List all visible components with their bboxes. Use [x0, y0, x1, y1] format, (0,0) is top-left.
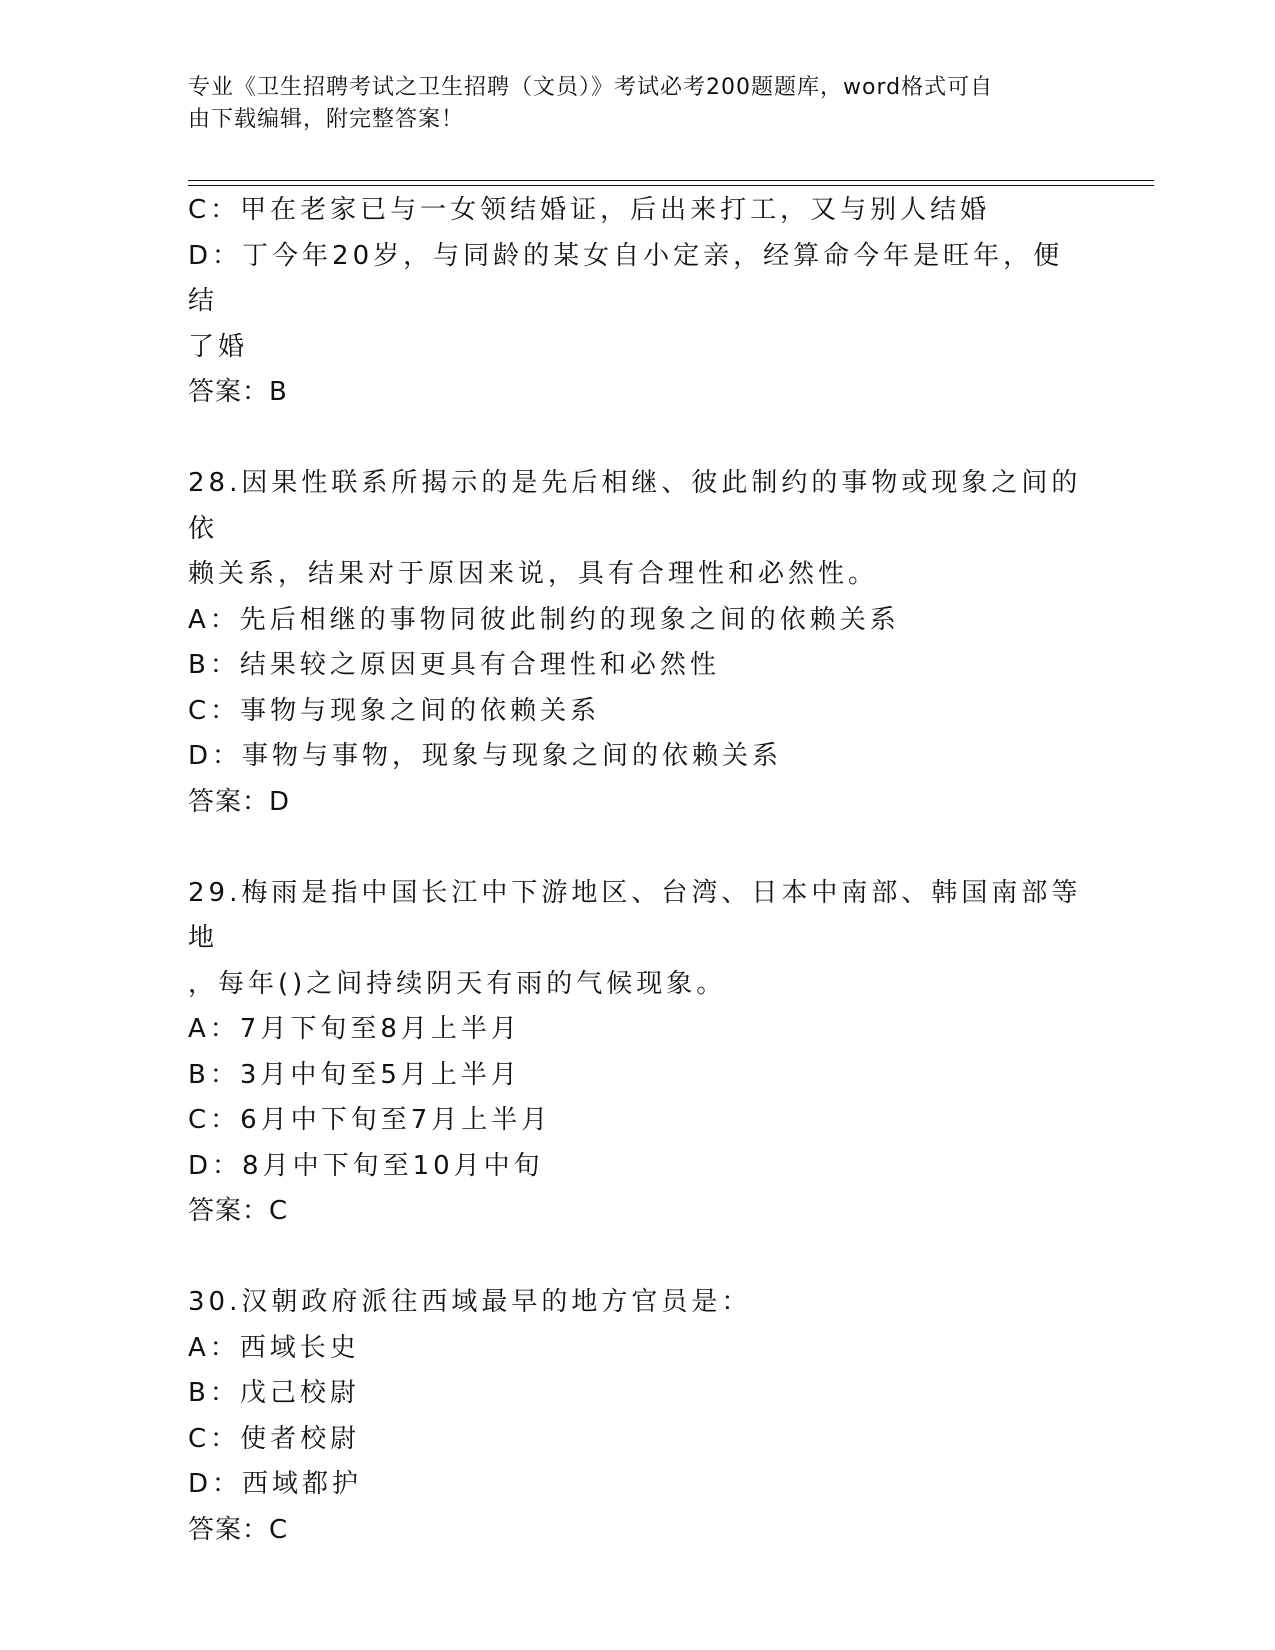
- question-stem-continued: ，每年()之间持续阴天有雨的气候现象。: [188, 968, 727, 999]
- answer: 答案：C: [188, 1196, 289, 1226]
- option-a: A：西域长史: [188, 1332, 360, 1363]
- option-b: B：3月中旬至5月上半月: [188, 1059, 521, 1090]
- answer: 答案：D: [188, 786, 291, 817]
- spacer: [188, 1235, 1088, 1281]
- option-d: D：丁今年20岁，与同龄的某女自小定亲，经算命今年是旺年，便结: [188, 240, 1064, 316]
- option-c: C：6月中下旬至7月上半月: [188, 1105, 552, 1135]
- document-header: [188, 72, 1088, 136]
- question-29: [188, 871, 1088, 1235]
- option-c: C：使者校尉: [188, 1423, 361, 1454]
- option-a: A：先后相继的事物同彼此制约的现象之间的依赖关系: [188, 604, 900, 635]
- answer: 答案：C: [188, 1514, 289, 1545]
- question-27-continued: [188, 188, 1088, 416]
- option-d: D：事物与事物，现象与现象之间的依赖关系: [188, 741, 783, 771]
- header-divider-top: [188, 180, 1154, 181]
- option-d: D：8月中下旬至10月中旬: [188, 1150, 544, 1181]
- option-d-continued: 了婚: [188, 331, 249, 362]
- answer: 答案：B: [188, 377, 288, 407]
- question-list: [188, 188, 1088, 1553]
- question-28: [188, 461, 1088, 825]
- question-stem: 28.因果性联系所揭示的是先后相继、彼此制约的事物或现象之间的依: [188, 468, 1082, 544]
- question-stem: 29.梅雨是指中国长江中下游地区、台湾、日本中南部、韩国南部等地: [188, 877, 1082, 953]
- header-line-1: 专业《卫生招聘考试之卫生招聘（文员）》考试必考200题题库，word格式可自: [188, 75, 994, 100]
- option-d: D：西域都护: [188, 1469, 363, 1499]
- option-b: B：戊己校尉: [188, 1378, 360, 1408]
- option-c: C：事物与现象之间的依赖关系: [188, 695, 601, 726]
- question-30: [188, 1280, 1088, 1553]
- header-line-2: 由下载编辑，附完整答案！: [188, 107, 465, 132]
- spacer: [188, 416, 1088, 462]
- spacer: [188, 825, 1088, 871]
- option-c: C：甲在老家已与一女领结婚证，后出来打工，又与别人结婚: [188, 195, 991, 225]
- header-divider-bottom: [188, 185, 1154, 186]
- question-stem-continued: 赖关系，结果对于原因来说，具有合理性和必然性。: [188, 559, 879, 589]
- option-b: B：结果较之原因更具有合理性和必然性: [188, 650, 720, 680]
- question-stem: 30.汉朝政府派往西域最早的地方官员是：: [188, 1287, 752, 1317]
- option-a: A：7月下旬至8月上半月: [188, 1014, 521, 1044]
